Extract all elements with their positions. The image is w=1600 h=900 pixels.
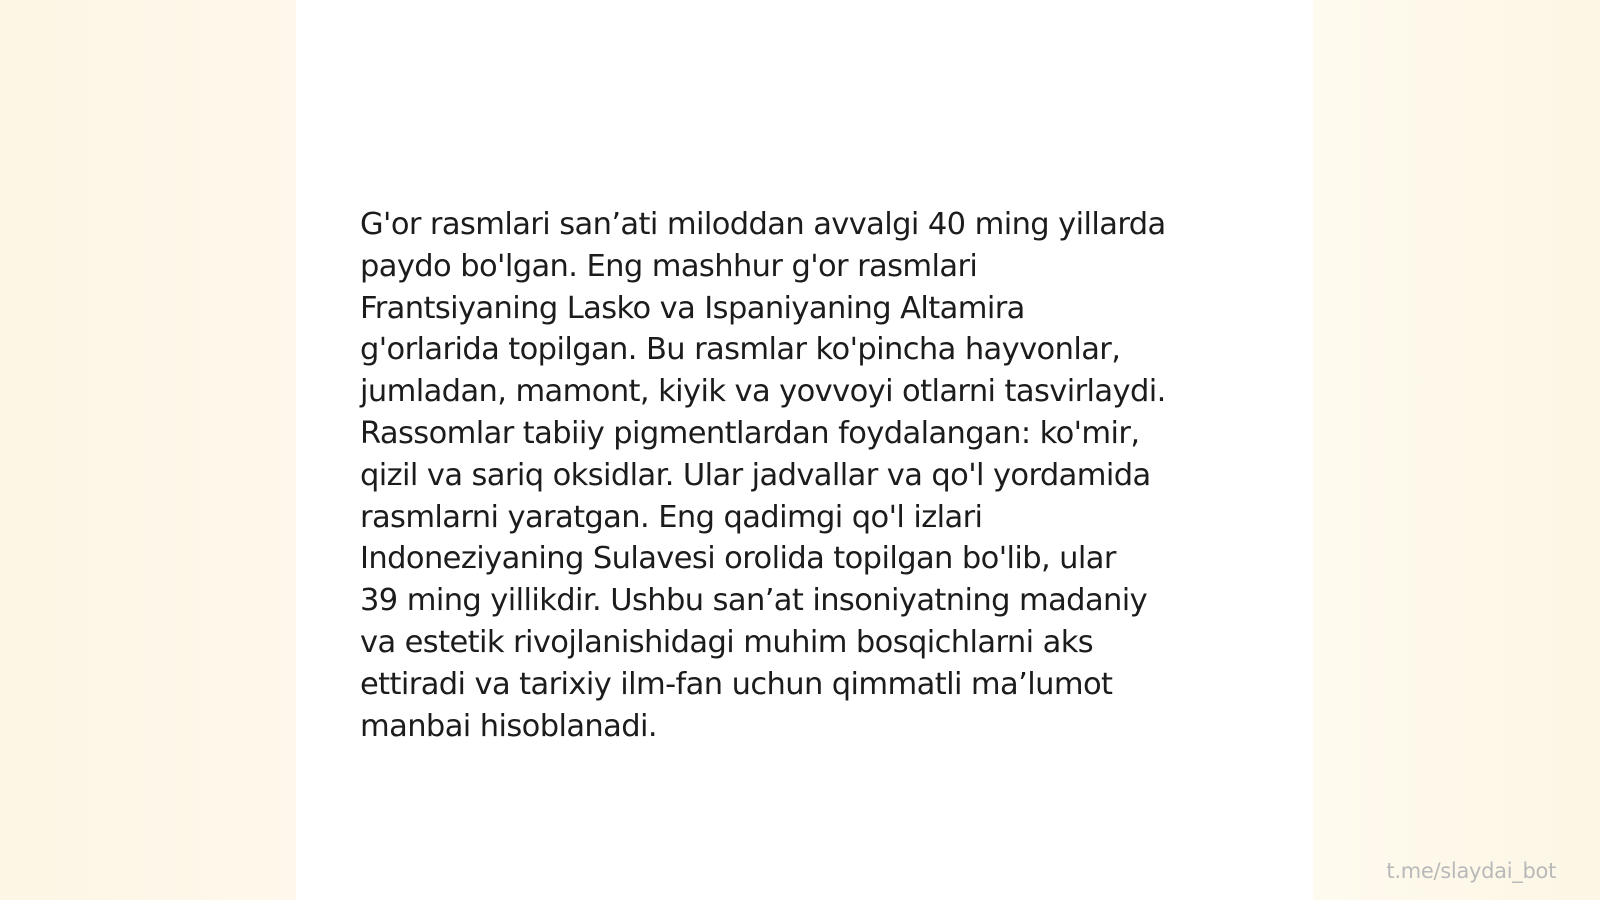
slide-panel (296, 0, 1313, 900)
background-right (1313, 0, 1600, 900)
watermark-text: t.me/slaydai_bot (1386, 859, 1556, 883)
background-left (0, 0, 296, 900)
slide-body-text: G'or rasmlari san’ati miloddan avvalgi 40 ming yillarda paydo bo'lgan. Eng mashhur g'or rasmlari Frantsiyaning Lasko va Ispaniyaning Altamira g'orlarida topilgan. Bu rasmlar ko'pincha hayvonlar, jumladan, mamont, kiyik va yovvoyi otlarni tasvirlaydi. Rassomlar tabiiy pigmentlardan foydalangan: ko'mir, qizil va sariq oksidlar. Ular jadvallar va qo'l yordamida rasmlarni yaratgan. Eng qadimgi qo'l izlari Indoneziyaning Sulavesi orolida topilgan bo'lib, ular 39 ming yillikdir. Ushbu san’at insoniyatning madaniy va estetik rivojlanishidagi muhim bosqichlarni aks ettiradi va tarixiy ilm-fan uchun qimmatli ma’lumot manbai hisoblanadi. (360, 207, 1166, 744)
